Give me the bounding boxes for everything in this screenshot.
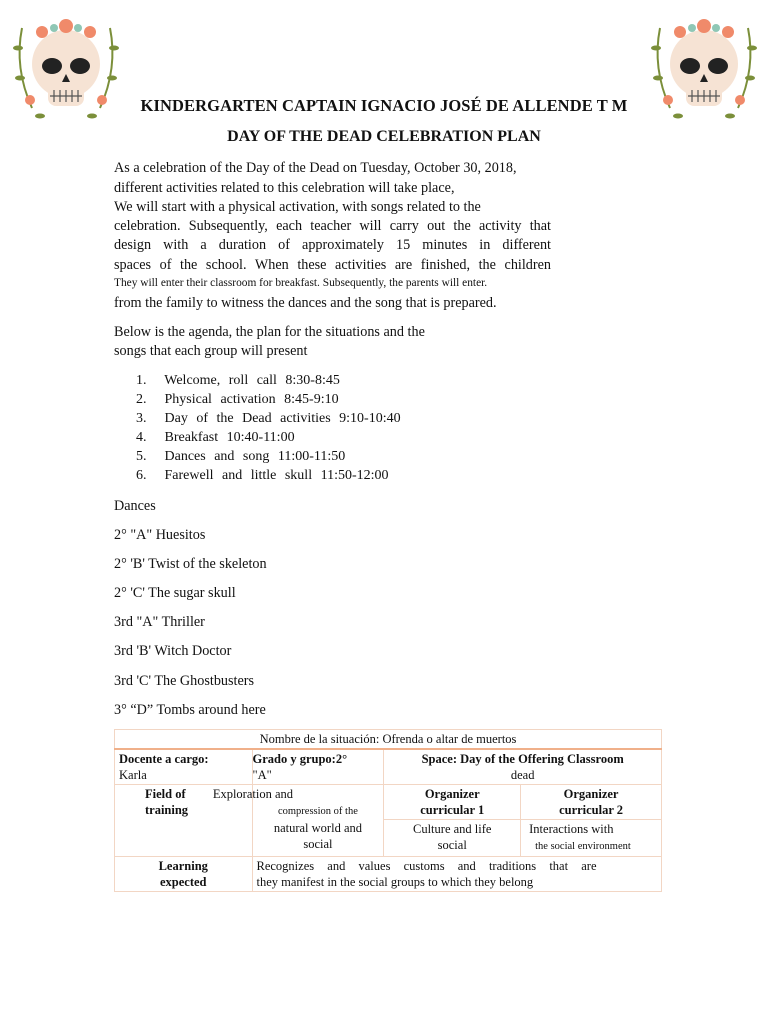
field-value-cell [212, 785, 384, 857]
organizer-value: social [437, 838, 467, 852]
agenda-item [136, 468, 389, 484]
dance-item: 3rd "A" Thriller [114, 614, 205, 630]
organizer-label: Organizer [563, 787, 619, 801]
group-value: "A" [252, 768, 272, 782]
field-value: compression of the [277, 806, 358, 817]
dance-item: 2° 'B' Twist of the skeleton [114, 556, 267, 572]
organizer-value: Interactions with [529, 822, 614, 836]
organizer-1-value-cell [384, 820, 521, 857]
teacher-label: Docente a cargo: [119, 752, 209, 766]
table-row [115, 749, 662, 785]
agenda-item-text: Welcome, roll call 8:30-8:45 [164, 373, 340, 388]
organizer-label: curricular 2 [559, 803, 624, 817]
document-subtitle: DAY OF THE DEAD CELEBRATION PLAN [227, 128, 541, 145]
field-value: social [303, 837, 333, 851]
organizer-value: Culture and life [413, 822, 492, 836]
situation-name-cell: Nombre de la situación: Ofrenda o altar de muertos [115, 730, 662, 750]
agenda-item-number: 2. [136, 392, 147, 407]
agenda-item-text: Physical activation 8:45-9:10 [164, 392, 339, 407]
organizer-1-label-cell [384, 785, 521, 820]
organizer-2-label-cell [521, 785, 662, 820]
agenda-item [136, 373, 340, 389]
table-row [115, 785, 662, 820]
organizer-2-value-cell [521, 820, 662, 857]
agenda-intro-line: songs that each group will present [114, 343, 308, 359]
space-label: Space: Day of the Offering Classroom [421, 752, 624, 766]
learning-label: Learning [158, 859, 208, 873]
intro-line: As a celebration of the Day of the Dead on Tuesday, October 30, 2018, [114, 160, 517, 176]
dance-item: 2° "A" Huesitos [114, 527, 206, 543]
intro-line: design with a duration of approximately 15 minutes in different [114, 237, 551, 253]
agenda-item-number: 5. [136, 449, 147, 464]
agenda-item-number: 6. [136, 468, 147, 483]
organizer-value: the social environment [535, 841, 631, 852]
intro-line: different activities related to this celebration will take place, [114, 180, 455, 196]
agenda-item-text: Breakfast 10:40-11:00 [164, 430, 295, 445]
intro-line: celebration. Subsequently, each teacher will carry out the activity that [114, 218, 551, 234]
learning-label-cell [115, 857, 253, 892]
dance-item: 2° 'C' The sugar skull [114, 585, 236, 601]
field-label: training [145, 803, 189, 817]
agenda-item-text: Farewell and little skull 11:50-12:00 [164, 468, 389, 483]
intro-line: We will start with a physical activation, with songs related to the [114, 199, 481, 215]
grade-label: Grado y grupo:2° [252, 752, 348, 766]
learning-value-cell [252, 857, 662, 892]
space-value: dead [510, 768, 535, 782]
agenda-item [136, 411, 401, 427]
organizer-label: Organizer [424, 787, 480, 801]
teacher-name: Karla [119, 768, 147, 782]
field-value: natural world and [273, 821, 362, 835]
dances-heading: Dances [114, 498, 156, 514]
space-cell [384, 749, 662, 785]
agenda-item-text: Day of the Dead activities 9:10-10:40 [164, 411, 401, 426]
table-row [115, 857, 662, 892]
agenda-item-number: 1. [136, 373, 147, 388]
agenda-item-text: Dances and song 11:00-11:50 [164, 449, 346, 464]
document-title: KINDERGARTEN CAPTAIN IGNACIO JOSÉ DE ALLENDE T M [140, 96, 628, 115]
intro-line: They will enter their classroom for breakfast. Subsequently, the parents will enter. [114, 277, 488, 289]
agenda-item-number: 3. [136, 411, 147, 426]
dance-item: 3rd 'B' Witch Doctor [114, 643, 232, 659]
field-label: Field of [145, 787, 186, 801]
table-row [115, 730, 662, 750]
agenda-item [136, 430, 295, 446]
grade-cell [252, 749, 384, 785]
intro-line: spaces of the school. When these activities are finished, the children [114, 257, 551, 273]
teacher-cell [115, 749, 253, 785]
dance-item: 3° “D” Tombs around here [114, 702, 266, 718]
plan-table [114, 729, 662, 892]
learning-label: expected [159, 875, 207, 889]
agenda-item [136, 449, 345, 465]
learning-value: Recognizes and values customs and traditions that are [256, 859, 597, 873]
agenda-intro-line: Below is the agenda, the plan for the situations and the [114, 324, 425, 340]
agenda-item [136, 392, 339, 408]
organizer-label: curricular 1 [420, 803, 485, 817]
intro-line: from the family to witness the dances and the song that is prepared. [114, 295, 497, 311]
learning-value: they manifest in the social groups to which they belong [256, 875, 534, 889]
dance-item: 3rd 'C' The Ghostbusters [114, 673, 255, 689]
field-value: Exploration and [212, 787, 294, 801]
agenda-item-number: 4. [136, 430, 147, 445]
